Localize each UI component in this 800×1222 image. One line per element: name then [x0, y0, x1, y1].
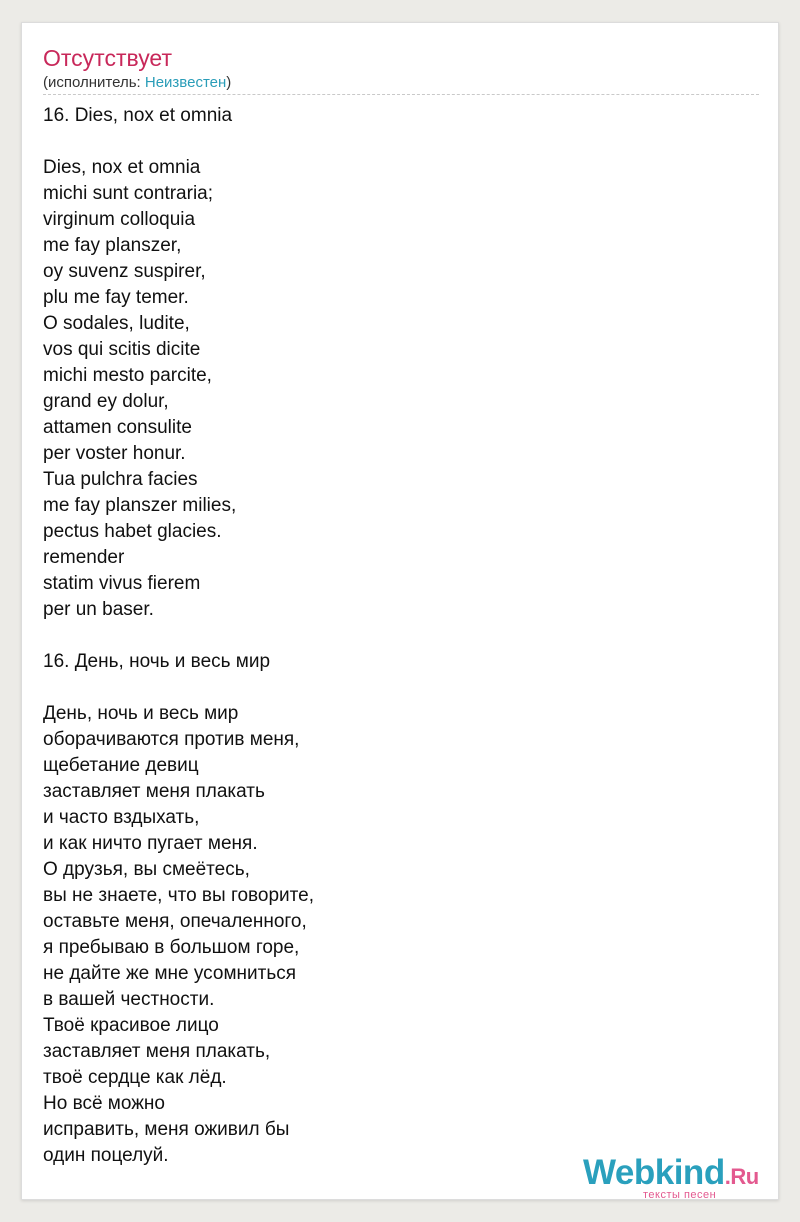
- lyric-line: я пребываю в большом горе,: [43, 937, 300, 958]
- lyrics-body: [43, 103, 743, 1169]
- logo-tagline: тексты песен: [643, 1189, 717, 1201]
- lyric-line: О друзья, вы смеётесь,: [43, 859, 250, 880]
- lyric-line: oy suvenz suspirer,: [43, 261, 206, 282]
- logo-tld: .Ru: [724, 1164, 759, 1189]
- lyric-line: оборачиваются против меня,: [43, 729, 300, 750]
- lyric-line: не дайте же мне усомниться: [43, 963, 297, 984]
- lyric-line: me fay planszer milies,: [43, 495, 237, 516]
- russian-lyrics: [43, 701, 743, 1169]
- stanza-gap: [43, 623, 743, 649]
- webkind-logo[interactable]: [583, 1153, 783, 1203]
- lyric-line: per un baser.: [43, 599, 154, 620]
- artist-prefix: (исполнитель:: [43, 74, 145, 91]
- lyric-line: virginum colloquia: [43, 209, 196, 230]
- lyric-line: оставьте меня, опечаленного,: [43, 911, 307, 932]
- lyric-line: заставляет меня плакать: [43, 781, 265, 802]
- stanza-gap: [43, 129, 743, 155]
- latin-lyrics: [43, 155, 743, 623]
- artist-line: [43, 74, 231, 92]
- lyric-line: щебетание девиц: [43, 755, 199, 776]
- lyrics-card: [21, 22, 779, 1200]
- russian-section-title: 16. День, ночь и весь мир: [43, 651, 271, 672]
- lyric-line: me fay planszer,: [43, 235, 182, 256]
- lyric-line: remender: [43, 547, 125, 568]
- lyric-line: per voster honur.: [43, 443, 186, 464]
- artist-suffix: ): [226, 74, 232, 91]
- lyric-line: один поцелуй.: [43, 1145, 169, 1166]
- lyric-line: исправить, меня оживил бы: [43, 1119, 290, 1140]
- lyric-line: statim vivus fierem: [43, 573, 201, 594]
- lyric-line: vos qui scitis dicite: [43, 339, 201, 360]
- lyric-line: Но всё можно: [43, 1093, 165, 1114]
- dashed-divider: [43, 94, 759, 95]
- song-title: Отсутствует: [43, 45, 172, 71]
- lyric-line: День, ночь и весь мир: [43, 703, 239, 724]
- lyric-line: Dies, nox et omnia: [43, 157, 201, 178]
- lyric-line: attamen consulite: [43, 417, 192, 438]
- artist-link[interactable]: Неизвестен: [144, 74, 227, 91]
- lyric-line: michi mesto parcite,: [43, 365, 212, 386]
- latin-section-title: 16. Dies, nox et omnia: [43, 105, 233, 126]
- lyric-line: pectus habet glacies.: [43, 521, 222, 542]
- lyric-line: заставляет меня плакать,: [43, 1041, 271, 1062]
- lyric-line: O sodales, ludite,: [43, 313, 190, 334]
- lyric-line: твоё сердце как лёд.: [43, 1067, 227, 1088]
- lyric-line: Твоё красивое лицо: [43, 1015, 219, 1036]
- lyric-line: plu me fay temer.: [43, 287, 189, 308]
- lyric-line: вы не знаете, что вы говорите,: [43, 885, 314, 906]
- lyric-line: grand ey dolur,: [43, 391, 169, 412]
- lyric-line: и как ничто пугает меня.: [43, 833, 258, 854]
- stanza-gap: [43, 675, 743, 701]
- logo-main-text: Webkind: [583, 1153, 725, 1192]
- lyric-line: michi sunt contraria;: [43, 183, 214, 204]
- lyric-line: и часто вздыхать,: [43, 807, 200, 828]
- lyric-line: Tua pulchra facies: [43, 469, 198, 490]
- lyric-line: в вашей честности.: [43, 989, 215, 1010]
